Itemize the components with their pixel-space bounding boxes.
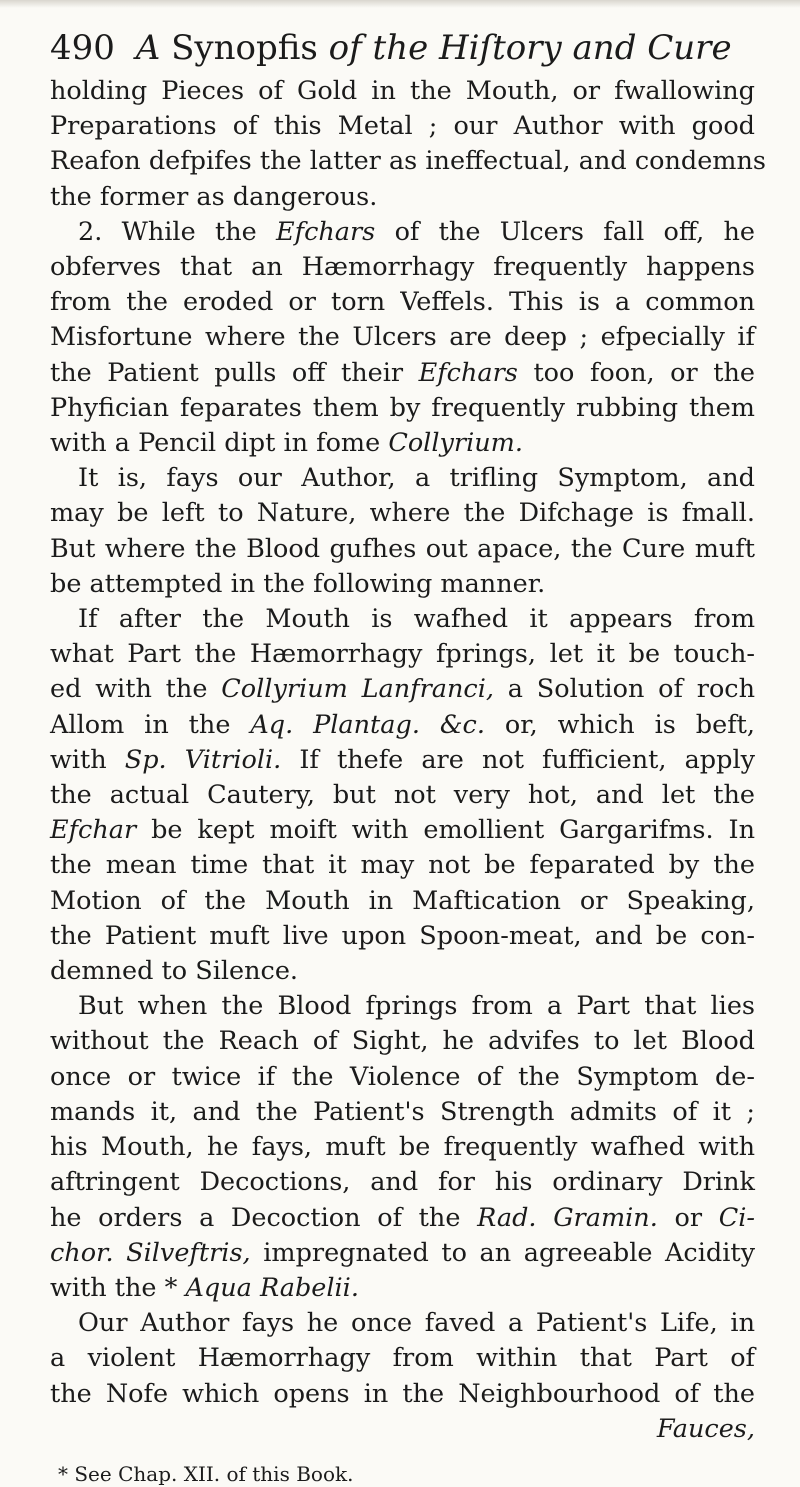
text-line: holding Pieces of Gold in the Mouth, or fwallowing [50, 76, 755, 106]
text-line: the actual Cautery, but not very hot, and let the [50, 780, 755, 811]
running-head [50, 28, 755, 74]
text-line: Our Author fays he once faved a Patient's Life, in [78, 1308, 755, 1339]
text-line: once or twice if the Violence of the Symptom de- [50, 1061, 755, 1092]
text-line: the Nofe which opens in the Neighbourhood of the [50, 1378, 755, 1409]
text-line: 2. While the Efchars of the Ulcers fall off, he [78, 216, 755, 247]
text-line: without the Reach of Sight, he advifes to let Blood [50, 1026, 755, 1057]
text-line: Allom in the Aq. Plantag. &c. or, which is beft, [50, 709, 756, 740]
text-line: with a Pencil dipt in fome Collyrium. [50, 428, 523, 459]
text-line: he orders a Decoction of the Rad. Gramin. or Ci- [50, 1202, 756, 1233]
text-line: Preparations of this Metal ; our Author with good [50, 111, 755, 142]
footnote: * See Chap. XII. of this Book. [58, 1461, 354, 1486]
text-line: Reafon defpifes the latter as ineffectual, and condemns [50, 146, 766, 177]
text-line: the former as dangerous. [50, 181, 378, 212]
text-line: the mean time that it may not be feparated by the [50, 850, 755, 881]
text-line: be attempted in the following manner. [50, 568, 546, 599]
running-title-synopsis: Synopfis [171, 28, 318, 68]
running-title-article: A [135, 28, 161, 68]
text-line: a violent Hæmorrhagy from within that Part of [50, 1343, 755, 1374]
text-line: mands it, and the Patient's Strength admits of it ; [50, 1096, 755, 1127]
text-line: Misfortune where the Ulcers are deep ; efpecially if [50, 322, 755, 353]
text-line: It is, fays our Author, a trifling Symptom, and [78, 463, 755, 494]
catchword: Fauces, [656, 1413, 755, 1444]
text-line: his Mouth, he fays, muft be frequently wafhed with [50, 1132, 755, 1163]
text-line: demned to Silence. [50, 956, 299, 987]
text-line: Phyfician feparates them by frequently rubbing them [50, 392, 755, 423]
text-line: But when the Blood fprings from a Part that lies [78, 991, 755, 1022]
text-line: what Part the Hæmorrhagy fprings, let it be touch- [50, 639, 755, 670]
text-line: Efchar be kept moift with emollient Gargarifms. In [50, 815, 756, 846]
text-line: obferves that an Hæmorrhagy frequently happens [50, 252, 755, 283]
text-line: ed with the Collyrium Lanfranci, a Solution of roch [50, 674, 756, 705]
text-line: the Patient muft live upon Spoon-meat, and be con- [50, 920, 755, 951]
page-top-edge [0, 0, 800, 8]
text-line: chor. Silveftris, impregnated to an agreeable Acidity [50, 1237, 756, 1268]
text-line: Motion of the Mouth in Maftication or Speaking, [50, 885, 755, 916]
text-line: aftringent Decoctions, and for his ordinary Drink [50, 1167, 755, 1198]
text-line: the Patient pulls off their Efchars too foon, or the [50, 357, 756, 388]
text-line: from the eroded or torn Veffels. This is a common [50, 287, 755, 318]
text-line: If after the Mouth is wafhed it appears from [78, 604, 755, 635]
body-text [50, 74, 766, 1447]
running-title-rest: of the Hiſtory and Cure [328, 28, 732, 68]
text-line: But where the Blood gufhes out apace, the Cure muft [50, 533, 755, 564]
text-line: with Sp. Vitrioli. If thefe are not fufficient, apply [50, 744, 756, 775]
text-line: may be left to Nature, where the Difchage is fmall. [50, 498, 755, 529]
page-number: 490 [50, 28, 115, 68]
text-line: with the * Aqua Rabelii. [50, 1272, 359, 1303]
book-page [50, 28, 766, 1487]
